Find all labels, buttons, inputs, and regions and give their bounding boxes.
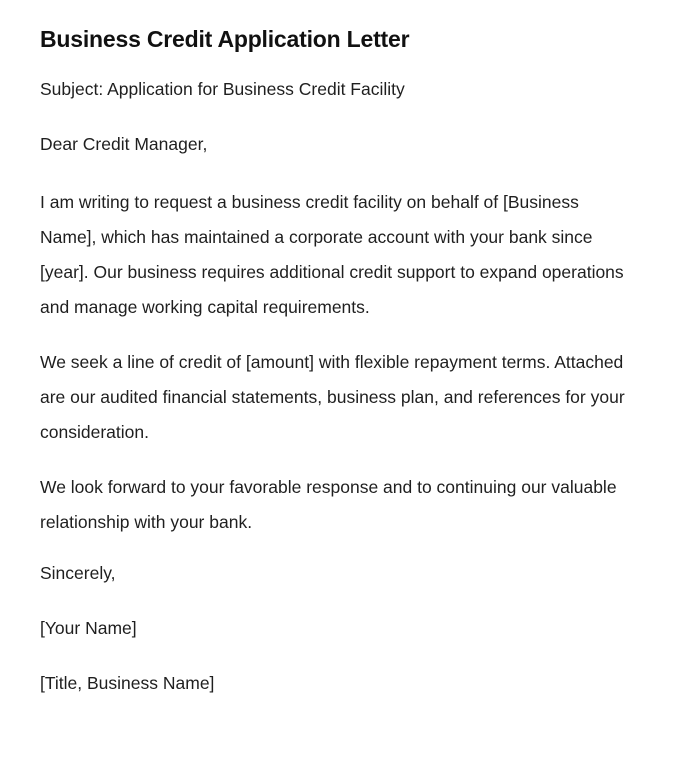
letter-body-paragraph-3: We look forward to your favorable response and to continuing our valuable relationship with your bank. bbox=[40, 477, 617, 532]
letter-body-paragraph-1: I am writing to request a business credit facility on behalf of [Business Name], which has maintained a corporate account with your bank since [year]. Our business requires additional credit support to expand operations and manage working capital requirements. bbox=[40, 192, 624, 317]
letter-closing: Sincerely, bbox=[40, 563, 116, 583]
letter-subject-line: Subject: Application for Business Credit Facility bbox=[40, 79, 405, 99]
letter-signature-name: [Your Name] bbox=[40, 618, 137, 638]
letter-signature-title: [Title, Business Name] bbox=[40, 673, 215, 693]
page-title: Business Credit Application Letter bbox=[40, 26, 410, 52]
letter-salutation: Dear Credit Manager, bbox=[40, 134, 208, 154]
letter-body-paragraph-2: We seek a line of credit of [amount] with flexible repayment terms. Attached are our audited financial statements, business plan, and references for your consideration. bbox=[40, 352, 625, 442]
